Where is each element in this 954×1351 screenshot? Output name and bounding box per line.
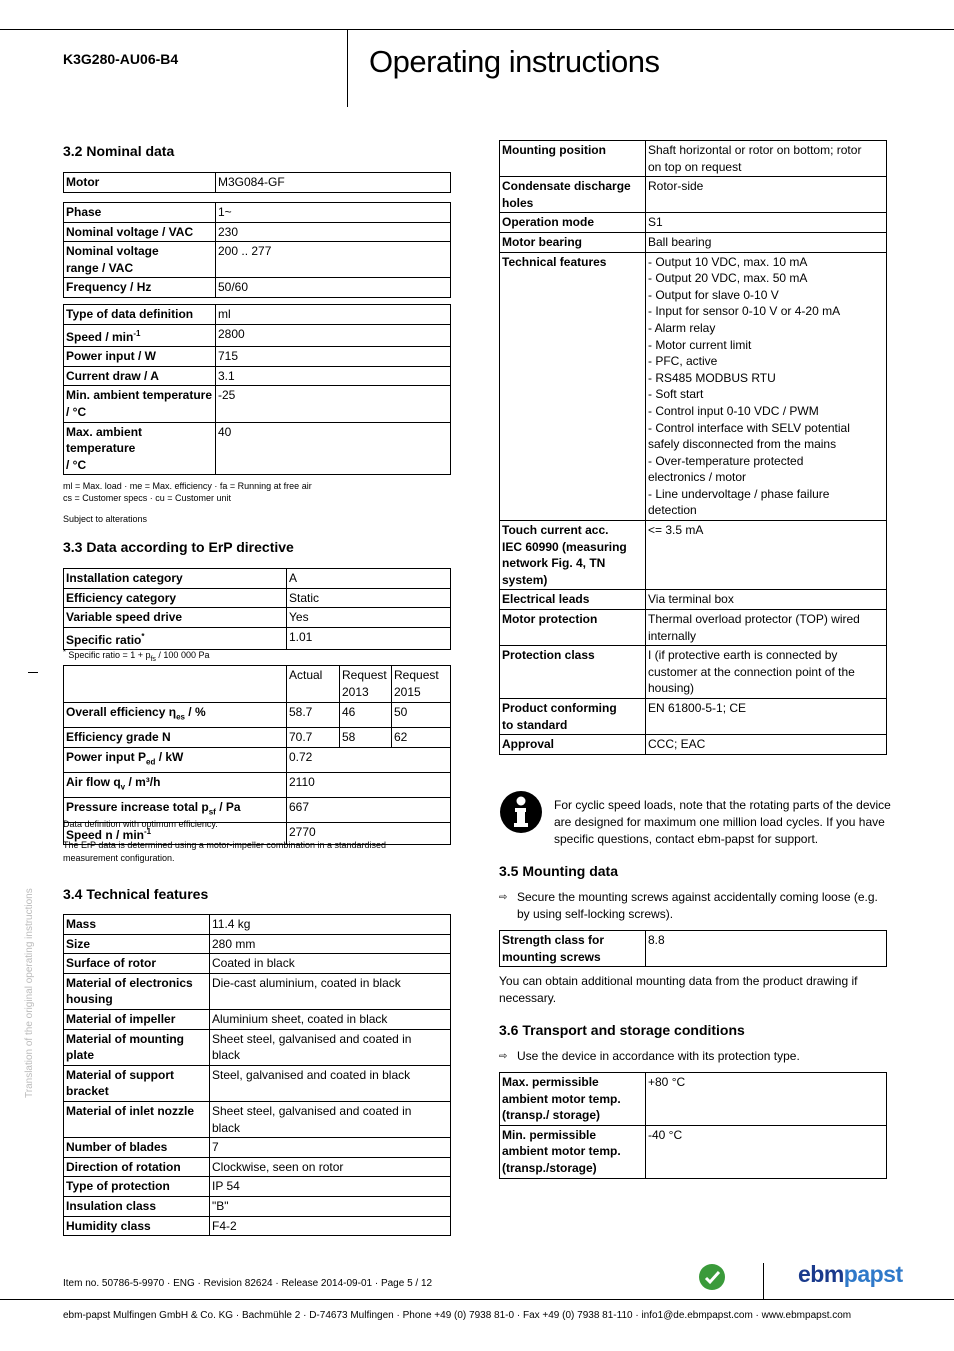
tech-row [500, 735, 887, 755]
tech-value: IP 54 [210, 1177, 451, 1197]
erp-value: 1.01 [287, 627, 451, 650]
erp-row [64, 608, 451, 628]
section-erp-heading: 3.3 Data according to ErP directive [63, 539, 294, 555]
motor-table [63, 172, 451, 193]
tech-row [500, 252, 887, 521]
tech-value: S1 [646, 213, 887, 233]
specific-ratio-footnote: * Specific ratio = $1 + p_{fs} / 100$ 000 Pa [63, 647, 210, 663]
tech-value: - Output 10 VDC, max. 10 mA - Output 20 VDC, max. 50 mA - Output for slave 0-10 V - Input for sensor 0-10 V or 4-20 mA - Alarm relay - Motor current limit - PFC, active - RS485 MODBUS RTU - Soft start - Control input 0-10 VDC / PWM - Control interface with SELV potential safely disconnected from the mains - Over-temperature protected electronics / motor - Line undervoltage / phase failure detection [646, 252, 887, 521]
operating-row [64, 324, 451, 347]
tech-label: Electrical leads [500, 590, 646, 610]
legend-line-2: cs = Customer specs · cu = Customer unit [63, 493, 232, 503]
erp-efficiency-row [64, 703, 451, 728]
tech-row [500, 141, 887, 177]
tech-value: "B" [210, 1196, 451, 1216]
info-text: For cyclic speed loads, note that the rotating parts of the device are designed for maximum one million load cycles. If you have specific questions, contact ebm-papst for support. [554, 798, 891, 846]
electrical-row [64, 222, 451, 242]
erp-value: Static [287, 588, 451, 608]
tech-label: Humidity class [64, 1216, 210, 1236]
erp-measured-value: 0.72 [287, 747, 451, 772]
tech-row [64, 1138, 451, 1158]
motor-row [64, 173, 451, 193]
logo-separator [763, 1263, 764, 1299]
erp-efficiency-value: 46 [340, 703, 392, 728]
mounting-table [499, 930, 887, 967]
tech-label: Material of mounting plate [64, 1029, 210, 1065]
electrical-label: Phase [64, 203, 216, 223]
tech-row [500, 610, 887, 646]
tech-value: Rotor-side [646, 177, 887, 213]
footer-rule [0, 1299, 954, 1300]
side-mark [28, 672, 38, 673]
tech-row [64, 973, 451, 1009]
operating-value: 2800 [216, 324, 451, 347]
operating-row [64, 386, 451, 422]
section-mounting-heading: 3.5 Mounting data [499, 863, 618, 879]
tech-row [64, 1009, 451, 1029]
electrical-value: 200 .. 277 [216, 242, 451, 278]
mounting-value: 8.8 [646, 931, 887, 967]
erp-table [63, 568, 451, 650]
ebmpapst-logo: ebmpapst [798, 1261, 903, 1287]
tech-label: Technical features [500, 252, 646, 521]
erp-header-row [64, 666, 451, 703]
electrical-value: 230 [216, 222, 451, 242]
tech-label: Motor bearing [500, 232, 646, 252]
operating-row [64, 347, 451, 367]
tech-label: Motor protection [500, 610, 646, 646]
tech-value: Thermal overload protector (TOP) wired internally [646, 610, 887, 646]
tech-label: Protection class [500, 646, 646, 699]
erp-efficiency-value: 58 [340, 727, 392, 747]
operating-row [64, 422, 451, 475]
info-icon [499, 790, 543, 834]
electrical-row [64, 278, 451, 298]
tech-value: CCC; EAC [646, 735, 887, 755]
operating-label: Power input / W [64, 347, 216, 367]
mounting-instruction: ⇨ Secure the mounting screws against accidentally coming loose (e.g. by using self-locking screws). [499, 890, 878, 921]
operating-table [63, 304, 451, 475]
operating-value: -25 [216, 386, 451, 422]
erp-note-2: The ErP data is determined using a motor-impeller combination in a standardised measurement configuration. [63, 840, 387, 863]
electrical-label: Nominal voltage / VAC [64, 222, 216, 242]
tech-value: EN 61800-5-1; CE [646, 699, 887, 735]
technical-features-table [63, 914, 451, 1236]
technical-features-table-right [499, 140, 887, 755]
tech-label: Number of blades [64, 1138, 210, 1158]
transport-instruction: ⇨ Use the device in accordance with its protection type. [499, 1049, 800, 1063]
tech-row [64, 1029, 451, 1065]
greentech-logo [698, 1263, 726, 1291]
erp-efficiency-label: Efficiency grade N [64, 727, 287, 747]
electrical-label: Frequency / Hz [64, 278, 216, 298]
erp-measured-value: 2110 [287, 772, 451, 797]
section-transport-heading: 3.6 Transport and storage conditions [499, 1022, 745, 1038]
motor-value: M3G084-GF [216, 173, 451, 193]
operating-row [64, 366, 451, 386]
tech-value: Clockwise, seen on rotor [210, 1157, 451, 1177]
operating-value: 715 [216, 347, 451, 367]
tech-value: Coated in black [210, 954, 451, 974]
erp-header-blank [64, 666, 287, 703]
electrical-value: 1~ [216, 203, 451, 223]
operating-row [64, 305, 451, 325]
legend-line-1: ml = Max. load · me = Max. efficiency · fa = Running at free air [63, 481, 312, 491]
tech-row [64, 1101, 451, 1137]
erp-measured-label: Speed n / $\min^{-1}$ [64, 822, 287, 845]
tech-row [500, 213, 887, 233]
mounting-row [500, 931, 887, 967]
tech-label: Insulation class [64, 1196, 210, 1216]
tech-row [500, 646, 887, 699]
tech-label: Material of electronics housing [64, 973, 210, 1009]
tech-value: F4-2 [210, 1216, 451, 1236]
section-nominal-heading: 3.2 Nominal data [63, 143, 175, 159]
tech-value: <= 3.5 mA [646, 521, 887, 590]
tech-row [500, 232, 887, 252]
electrical-label: Nominal voltage range / VAC [64, 242, 216, 278]
tech-value: 11.4 kg [210, 915, 451, 935]
erp-measured-label: Air flow $q_v / m^3/h$ [64, 772, 287, 797]
electrical-value: 50/60 [216, 278, 451, 298]
electrical-row [64, 242, 451, 278]
erp-column-header: Actual [287, 666, 340, 703]
transport-row [500, 1125, 887, 1178]
footer-address: ebm-papst Mulfingen GmbH & Co. KG · Bachmühle 2 · D-74673 Mulfingen · Phone +49 (0) 7938 81-0 · Fax +49 (0) 7938 81-110 · info1@de.ebmpapst.com · www.ebmpapst.com [63, 1310, 852, 1321]
erp-efficiency-value: 58.7 [287, 703, 340, 728]
erp-measured-row [64, 747, 451, 772]
mounting-text: You can obtain additional mounting data from the product drawing if necessary. [499, 974, 858, 1005]
operating-value: ml [216, 305, 451, 325]
tech-row [64, 934, 451, 954]
tech-label: Direction of rotation [64, 1157, 210, 1177]
document-title: Operating instructions [369, 44, 660, 79]
transport-label: Max. permissible ambient motor temp. (transp./ storage) [500, 1073, 646, 1126]
footer-item-info: Item no. 50786-5-9970 · ENG · Revision 82624 · Release 2014-09-01 · Page 5 / 12 [63, 1278, 433, 1289]
side-translation-note: Translation of the original operating instructions [24, 888, 35, 1098]
transport-row [500, 1073, 887, 1126]
erp-measured-label: Pressure increase total $p_{sf}$ / Pa [64, 797, 287, 822]
model-number: K3G280-AU06-B4 [63, 51, 179, 67]
erp-efficiency-value: 62 [392, 727, 451, 747]
tech-label: Material of impeller [64, 1009, 210, 1029]
arrow-right-icon: ⇨ [499, 892, 508, 903]
tech-value: Steel, galvanised and coated in black [210, 1065, 451, 1101]
tech-label: Type of protection [64, 1177, 210, 1197]
tech-value: Shaft horizontal or rotor on bottom; rotor on top on request [646, 141, 887, 177]
tech-label: Size [64, 934, 210, 954]
erp-row [64, 588, 451, 608]
operating-label: Type of data definition [64, 305, 216, 325]
erp-label: Variable speed drive [64, 608, 287, 628]
operating-label: Min. ambient temperature / °C [64, 386, 216, 422]
erp-efficiency-value: 50 [392, 703, 451, 728]
arrow-right-icon: ⇨ [499, 1051, 508, 1062]
transport-value: -40 °C [646, 1125, 887, 1178]
operating-label: Max. ambient temperature / °C [64, 422, 216, 475]
header-divider [347, 30, 348, 107]
tech-row [500, 590, 887, 610]
transport-value: +80 °C [646, 1073, 887, 1126]
tech-value: Sheet steel, galvanised and coated in black [210, 1029, 451, 1065]
erp-value: A [287, 569, 451, 589]
erp-label: Specific ratio* [64, 627, 287, 650]
erp-label: Installation category [64, 569, 287, 589]
tech-label: Product conforming to standard [500, 699, 646, 735]
tech-value: Die-cast aluminium, coated in black [210, 973, 451, 1009]
operating-value: 40 [216, 422, 451, 475]
tech-value: Ball bearing [646, 232, 887, 252]
erp-measured-label: Power input $P_{ed}$ / kW [64, 747, 287, 772]
tech-value: Via terminal box [646, 590, 887, 610]
tech-row [64, 1196, 451, 1216]
tech-value: Sheet steel, galvanised and coated in black [210, 1101, 451, 1137]
tech-value: Aluminium sheet, coated in black [210, 1009, 451, 1029]
motor-label: Motor [64, 173, 216, 193]
tech-label: Operation mode [500, 213, 646, 233]
erp-column-header: Request 2015 [392, 666, 451, 703]
operating-value: 3.1 [216, 366, 451, 386]
operating-label: Speed / $\min^{-1}$ [64, 324, 216, 347]
tech-label: Approval [500, 735, 646, 755]
tech-row [64, 1157, 451, 1177]
tech-label: Touch current acc. IEC 60990 (measuring network Fig. 4, TN system) [500, 521, 646, 590]
erp-efficiency-value: 70.7 [287, 727, 340, 747]
tech-value: 7 [210, 1138, 451, 1158]
erp-value: Yes [287, 608, 451, 628]
mounting-label: Strength class for mounting screws [500, 931, 646, 967]
tech-label: Mounting position [500, 141, 646, 177]
tech-value: I (if protective earth is connected by customer at the connection point of the housing) [646, 646, 887, 699]
erp-efficiency-row [64, 727, 451, 747]
transport-table [499, 1072, 887, 1179]
tech-row [64, 1177, 451, 1197]
tech-label: Material of inlet nozzle [64, 1101, 210, 1137]
tech-row [500, 699, 887, 735]
tech-row [500, 177, 887, 213]
tech-label: Material of support bracket [64, 1065, 210, 1101]
electrical-table [63, 202, 451, 298]
tech-label: Surface of rotor [64, 954, 210, 974]
electrical-row [64, 203, 451, 223]
erp-row [64, 569, 451, 589]
erp-measured-value: 667 [287, 797, 451, 822]
tech-label: Condensate discharge holes [500, 177, 646, 213]
erp-note-1: Data definition with optimum efficiency. [63, 819, 218, 829]
subject-to-alterations: Subject to alterations [63, 514, 148, 524]
tech-row [64, 954, 451, 974]
tech-value: 280 mm [210, 934, 451, 954]
tech-row [64, 915, 451, 935]
transport-label: Min. permissible ambient motor temp. (transp./storage) [500, 1125, 646, 1178]
erp-efficiency-label: Overall efficiency $\eta_{es}$ / % [64, 703, 287, 728]
tech-row [64, 1216, 451, 1236]
tech-row [64, 1065, 451, 1101]
tech-label: Mass [64, 915, 210, 935]
erp-label: Efficiency category [64, 588, 287, 608]
section-technical-heading: 3.4 Technical features [63, 886, 209, 902]
tech-row [500, 521, 887, 590]
erp-column-header: Request 2013 [340, 666, 392, 703]
erp-measured-value: 2770 [287, 822, 451, 845]
header-rule [0, 29, 954, 30]
erp-measured-row [64, 772, 451, 797]
operating-label: Current draw / A [64, 366, 216, 386]
